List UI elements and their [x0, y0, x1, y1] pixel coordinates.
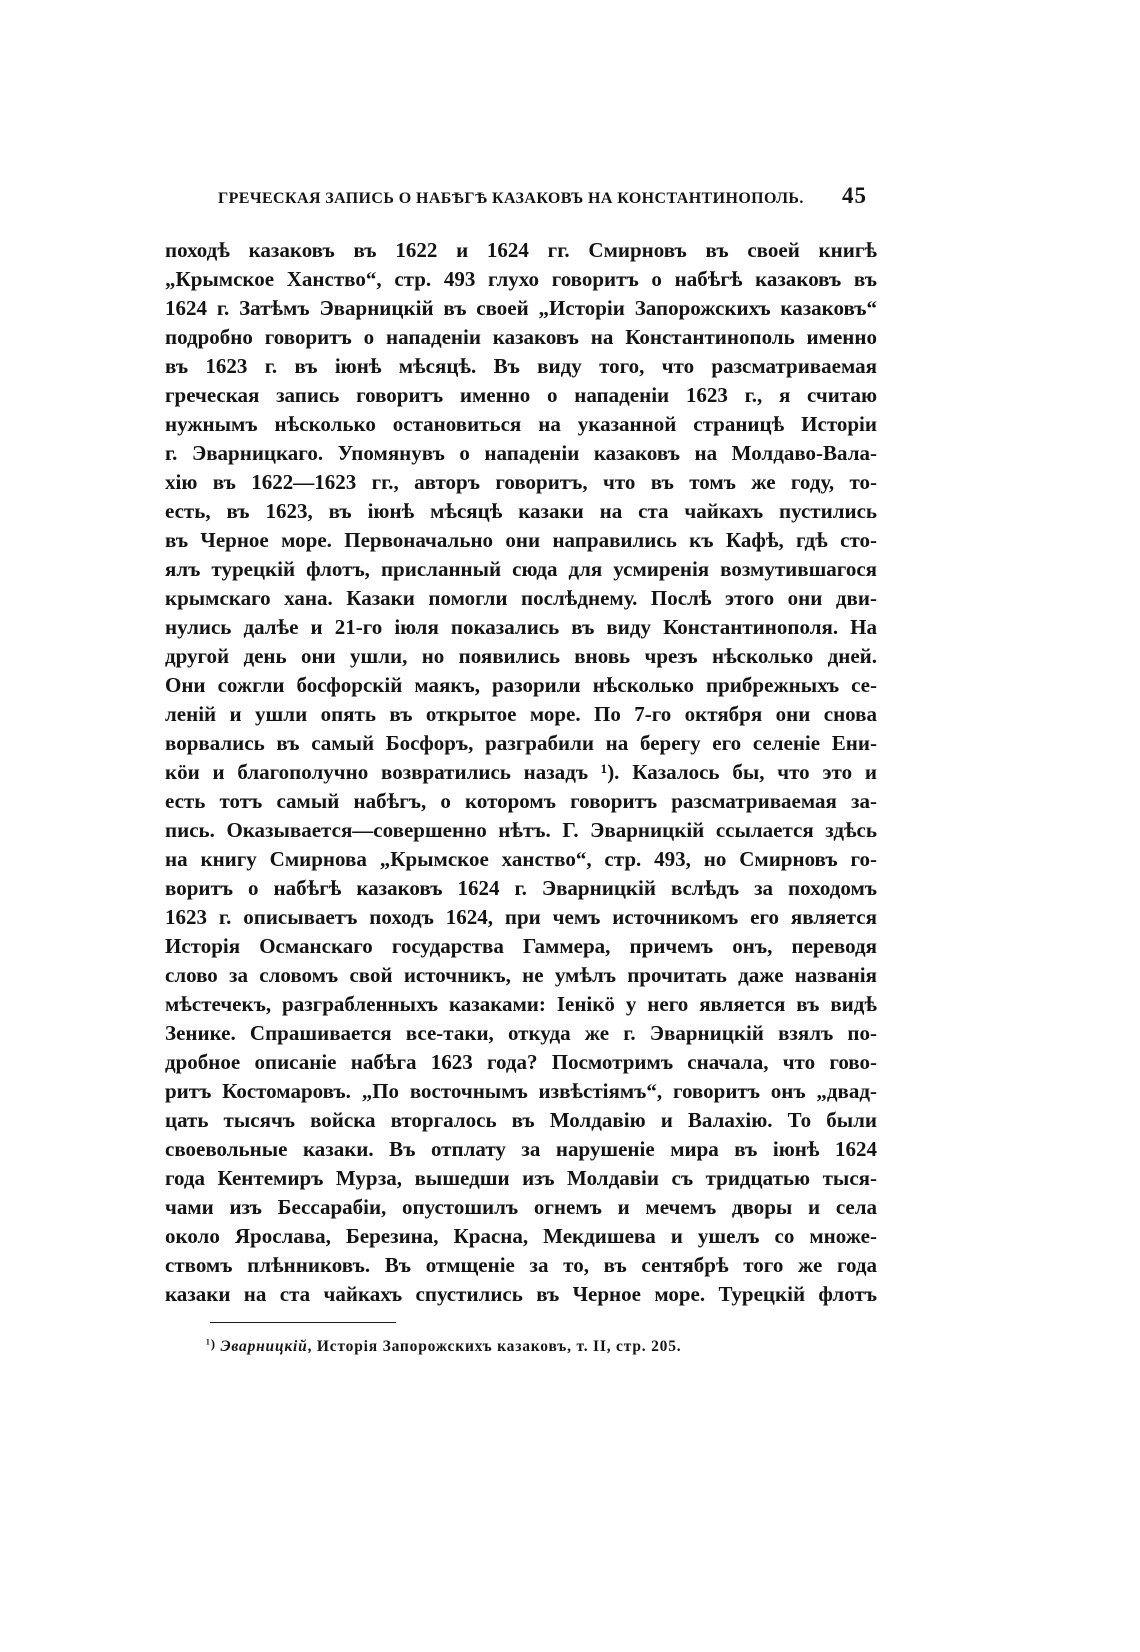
text-line: мѣстечекъ, разграбленныхъ казаками: Іенікö у него является въ видѣ [165, 992, 877, 1016]
text-line: есть тотъ самый набѣгъ, о которомъ говоритъ разсматриваемая за- [165, 789, 877, 813]
text-line: въ 1623 г. въ іюнѣ мѣсяцѣ. Въ виду того, что разсматриваемая [165, 354, 877, 378]
text-line: цать тысячъ войска вторгалось въ Молдавію и Валахію. То были [165, 1108, 877, 1132]
text-line: подробно говоритъ о нападеніи казаковъ на Константинополь именно [165, 325, 877, 349]
text-line: есть, въ 1623, въ іюнѣ мѣсяцѣ казаки на ста чайкахъ пустились [165, 499, 877, 523]
text-line: слово за словомъ свой источникъ, не умѣлъ прочитать даже названія [165, 963, 877, 987]
text-line: ствомъ плѣнниковъ. Въ отмщеніе за то, въ сентябрѣ того же года [165, 1253, 877, 1277]
text-line: на книгу Смирнова „Крымское ханство“, стр. 493, но Смирновъ го- [165, 847, 877, 871]
text-line: кöи и благополучно возвратились назадъ ¹). Казалось бы, что это и [165, 760, 877, 784]
text-line: „Крымское Ханство“, стр. 493 глухо говоритъ о набѣгѣ казаковъ въ [165, 267, 877, 291]
text-line: г. Эварницкаго. Упомянувъ о нападеніи казаковъ на Молдаво-Вала- [165, 441, 877, 465]
text-line: леній и ушли опять въ открытое море. По 7-го октября они снова [165, 702, 877, 726]
text-line: нулись далѣе и 21-го іюля показались въ виду Константинополя. На [165, 615, 877, 639]
text-line: дробное описаніе набѣга 1623 года? Посмотримъ сначала, что гово- [165, 1050, 877, 1074]
text-line: другой день они ушли, но появились вновь чрезъ нѣсколько дней. [165, 644, 877, 668]
footnote-marker: ¹) [206, 1336, 216, 1351]
text-line: греческая запись говоритъ именно о нападеніи 1623 г., я считаю [165, 383, 877, 407]
body-text [165, 236, 877, 1309]
footnote [206, 1336, 681, 1356]
text-line: около Ярослава, Березина, Красна, Мекдишева и ушелъ со множе- [165, 1224, 877, 1248]
text-line: года Кентемиръ Мурза, вышедши изъ Молдавіи съ тридцатью тыся- [165, 1166, 877, 1190]
text-line: чами изъ Бессарабіи, опустошилъ огнемъ и мечемъ дворы и села [165, 1195, 877, 1219]
text-line: Зенике. Спрашивается все-таки, откуда же г. Эварницкій взялъ по- [165, 1021, 877, 1045]
text-line: ритъ Костомаровъ. „По восточнымъ извѣстіямъ“, говоритъ онъ „двад- [165, 1079, 877, 1103]
text-line: ворвались въ самый Босфоръ, разграбили на берегу его селеніе Ени- [165, 731, 877, 755]
text-line: пись. Оказывается—совершенно нѣтъ. Г. Эварницкій ссылается здѣсь [165, 818, 877, 842]
text-line: Они сожгли босфорскій маякъ, разорили нѣсколько прибрежныхъ се- [165, 673, 877, 697]
text-line: своевольные казаки. Въ отплату за нарушеніе мира въ іюнѣ 1624 [165, 1137, 877, 1161]
text-line: походѣ казаковъ въ 1622 и 1624 гг. Смирновъ въ своей книгѣ [165, 238, 877, 262]
text-line: казаки на ста чайкахъ спустились въ Черное море. Турецкій флотъ [165, 1282, 877, 1306]
text-line: ялъ турецкій флотъ, присланный сюда для усмиренія возмутившагося [165, 557, 877, 581]
footnote-divider [210, 1322, 396, 1323]
text-line: въ Черное море. Первоначально они направились къ Кафѣ, гдѣ сто- [165, 528, 877, 552]
text-line: 1624 г. Затѣмъ Эварницкій въ своей „Исторіи Запорожскихъ казаковъ“ [165, 296, 877, 320]
page-number: 45 [842, 183, 867, 208]
text-line: хію въ 1622—1623 гг., авторъ говоритъ, что въ томъ же году, то- [165, 470, 877, 494]
text-line: крымскаго хана. Казаки помогли послѣднему. Послѣ этого они дви- [165, 586, 877, 610]
text-line: воритъ о набѣгѣ казаковъ 1624 г. Эварницкій вслѣдъ за походомъ [165, 876, 877, 900]
running-header-title: ГРЕЧЕСКАЯ ЗАПИСЬ О НАБѢГѢ КАЗАКОВЪ НА КОНСТАНТИНОПОЛЬ. [218, 190, 804, 207]
text-line: Исторія Османскаго государства Гаммера, причемъ онъ, переводя [165, 934, 877, 958]
text-line: нужнымъ нѣсколько остановиться на указанной страницѣ Исторіи [165, 412, 877, 436]
footnote-citation: , Исторія Запорожскихъ казаковъ, т. II, стр. 205. [307, 1338, 682, 1355]
text-line: 1623 г. описываетъ походъ 1624, при чемъ источникомъ его является [165, 905, 877, 929]
footnote-author: Эварницкій [220, 1338, 308, 1355]
